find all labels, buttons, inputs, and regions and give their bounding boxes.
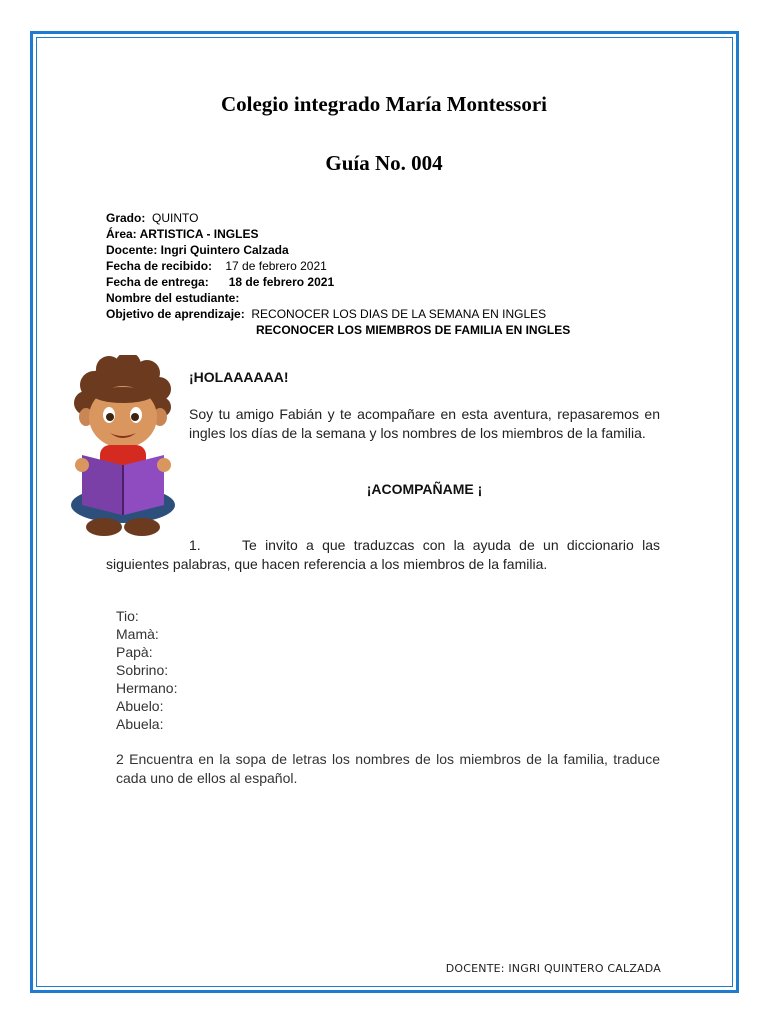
- guide-title: Guía No. 004: [325, 151, 443, 175]
- objetivo-label: Objetivo de aprendizaje:: [106, 307, 245, 321]
- boy-reading-illustration: [64, 355, 182, 545]
- word-item: Abuela:: [116, 716, 164, 732]
- area-text: Área: ARTISTICA - INGLES: [106, 227, 259, 241]
- meta-recibido: [106, 258, 570, 274]
- instruction-2: 2 Encuentra en la sopa de letras los nombres de los miembros de la familia, traduce cada uno de ellos al español.: [116, 751, 660, 786]
- meta-grado: [106, 210, 570, 226]
- word-item: Abuelo:: [116, 698, 164, 714]
- accompany-heading: ¡ACOMPAÑAME ¡: [366, 481, 483, 497]
- docente-text: Docente: Ingri Quintero Calzada: [106, 243, 289, 257]
- instruction-1: [106, 536, 660, 574]
- family-word-list: [116, 607, 177, 733]
- meta-entrega: [106, 274, 570, 290]
- footer-teacher: DOCENTE: INGRI QUINTERO CALZADA: [445, 962, 661, 975]
- word-item: Hermano:: [116, 680, 178, 696]
- word-item: Sobrino:: [116, 662, 169, 678]
- intro-paragraph: Soy tu amigo Fabián y te acompañare en esta aventura, repasaremos en ingles los días de la semana y los nombres de los miembros de la familia.: [189, 406, 660, 441]
- entrega-value: 18 de febrero 2021: [228, 275, 335, 289]
- recibido-label: Fecha de recibido:: [106, 259, 213, 273]
- meta-objetivo: [106, 306, 570, 322]
- instruction-1-text: Te invito a que traduzcas con la ayuda de un diccionario las siguientes palabras, que hacen referencia a los miembros de la familia.: [106, 537, 660, 572]
- greeting-heading: ¡HOLAAAAAA!: [189, 369, 289, 385]
- word-item: Mamà:: [116, 626, 159, 642]
- instruction-1-number: 1.: [189, 537, 201, 553]
- recibido-value: 17 de febrero 2021: [225, 259, 327, 273]
- objetivo-1: RECONOCER LOS DIAS DE LA SEMANA EN INGLES: [251, 307, 547, 321]
- meta-area: [106, 226, 570, 242]
- objetivo-2: RECONOCER LOS MIEMBROS DE FAMILIA EN INGLES: [256, 323, 571, 337]
- guide-metadata: [106, 210, 570, 338]
- grado-label: Grado:: [106, 211, 146, 225]
- meta-estudiante: [106, 290, 570, 306]
- entrega-label: Fecha de entrega:: [106, 275, 209, 289]
- grado-value: QUINTO: [152, 211, 199, 225]
- estudiante-label: Nombre del estudiante:: [106, 291, 240, 305]
- word-item: Tio:: [116, 608, 139, 624]
- meta-docente: [106, 242, 570, 258]
- word-item: Papà:: [116, 644, 153, 660]
- school-name: Colegio integrado María Montessori: [220, 92, 548, 116]
